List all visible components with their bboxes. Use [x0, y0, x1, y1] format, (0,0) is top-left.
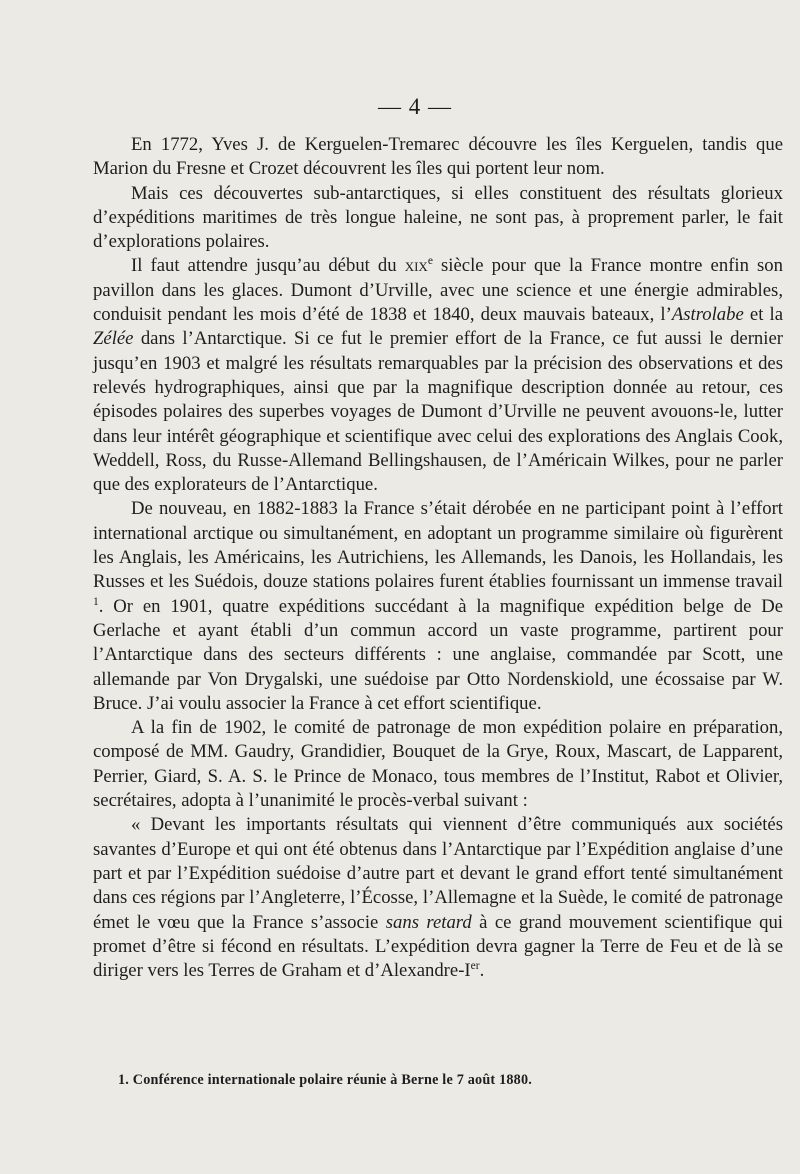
text-run: Mais ces découvertes sub-antarctiques, si elles constituent des résultats glorieux d’expéditions maritimes de très longue haleine, ne sont pas, à proprement parler, le fait d’explorations polaires.	[93, 182, 783, 253]
text-run: siècle pour que la France montre enfin son pavillon dans les glaces. Dumont d’Urville, avec une science et une énergie admirables, conduisit pendant les mois d’été de 1838 et 1840, deux mauvais bateaux, l’	[93, 255, 783, 326]
body-text	[93, 133, 783, 983]
paragraph	[93, 497, 783, 716]
italic-text: sans retard	[385, 911, 472, 933]
footnote: 1. Conférence internationale polaire réunie à Berne le 7 août 1880.	[118, 1072, 533, 1088]
superscript: er	[470, 960, 480, 973]
paragraph	[93, 254, 783, 497]
superscript: 1	[93, 595, 99, 608]
paragraph	[93, 133, 783, 182]
paragraph	[93, 716, 783, 813]
paragraph	[93, 182, 783, 255]
text-run: . Or en 1901, quatre expéditions succédant à la magnifique expédition belge de De Gerlache et ayant établi d’un commun accord un vaste programme, partirent pour l’Antarctique dans des secteurs différents : une anglaise, commandée par Scott, une allemande par Von Drygalski, une suédoise par Otto Nordenskiold, une écossaise par W. Bruce. J’ai voulu associer la France à cet effort scientifique.	[93, 595, 783, 714]
text-run: dans l’Antarctique. Si ce fut le premier effort de la France, ce fut aussi le dernier jusqu’en 1903 et malgré les résultats remarquables par la précision des observations et des relevés hydrographiques, ainsi que par la magnifique description donnée au retour, ces épisodes polaires des superbes voyages de Dumont d’Urville ne peuvent avouons-le, lutter dans leur intérêt géographique et scientifique avec celui des explorations des Anglais Cook, Weddell, Ross, du Russe-Allemand Bellingshausen, de l’Américain Wilkes, pour ne parler que des explorateurs de l’Antarctique.	[93, 328, 783, 496]
small-caps-text: xix	[404, 255, 428, 277]
text-run: à ce grand mouvement scientifique qui promet d’être si fécond en résultats. L’expédition devra gagner la Terre de Feu et de là se diriger vers les Terres de Graham et d’Alexandre-I	[93, 911, 783, 982]
paragraph	[93, 813, 783, 983]
page-number: — 4 —	[378, 94, 452, 119]
superscript: e	[427, 255, 433, 268]
text-run: .	[479, 960, 485, 982]
text-run: « Devant les importants résultats qui viennent d’être communiqués aux sociétés savantes d’Europe et qui ont été obtenus dans l’Antarctique par l’Expédition anglaise d’une part et par l’Expédition suédoise d’autre part et devant le grand effort tenté simultanément dans ces régions par l’Angleterre, l’Écosse, l’Allemagne et la Suède, le comité de patronage émet le vœu que la France s’associe	[93, 814, 783, 933]
text-run: et la	[743, 304, 783, 326]
italic-text: Astrolabe	[671, 304, 744, 326]
italic-text: Zélée	[93, 328, 134, 350]
text-run: A la fin de 1902, le comité de patronage de mon expédition polaire en préparation, composé de MM. Gaudry, Grandidier, Bouquet de la Grye, Roux, Mascart, de Lapparent, Perrier, Giard, S. A. S. le Prince de Monaco, tous membres de l’Institut, Rabot et Olivier, secrétaires, adopta à l’unanimité le procès-verbal suivant :	[93, 717, 783, 812]
text-run: Il faut attendre jusqu’au début du	[131, 255, 405, 277]
text-run: En 1772, Yves J. de Kerguelen-Tremarec découvre les îles Kerguelen, tandis que Marion du Fresne et Crozet découvrent les îles qui portent leur nom.	[93, 134, 783, 180]
text-run: De nouveau, en 1882-1883 la France s’était dérobée en ne participant point à l’effort international arctique ou simultanément, en adoptant un programme similaire où figurèrent les Anglais, les Américains, les Autrichiens, les Allemands, les Danois, les Hollandais, les Russes et les Suédois, douze stations polaires furent établies fournissant un immense travail	[93, 498, 783, 593]
